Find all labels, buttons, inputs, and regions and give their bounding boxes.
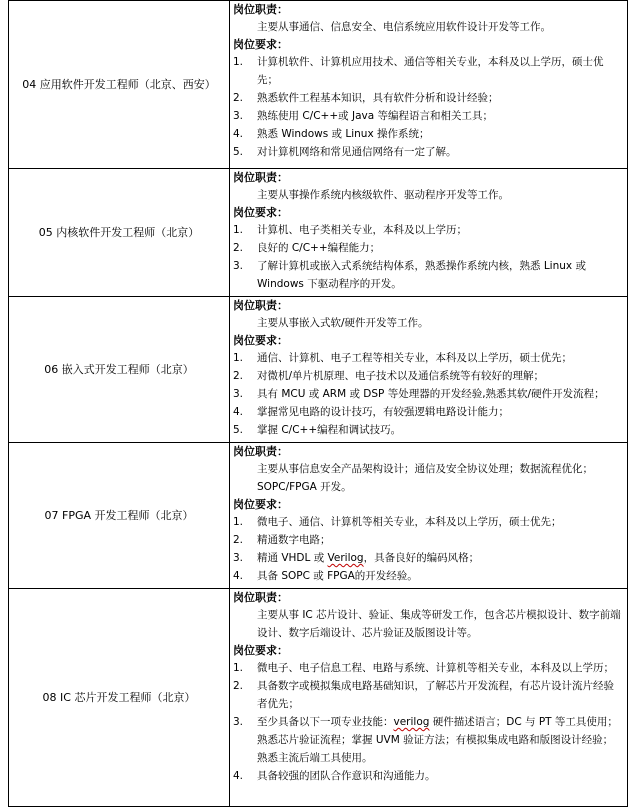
requirement-text: 具备 SOPC 或 FPGA的开发经验。 [257, 570, 418, 582]
requirement-number: 4. [233, 570, 244, 582]
requirement-text: 微电子、电子信息工程、电路与系统、计算机等相关专业，本科及以上学历； [257, 662, 614, 674]
job-title: 08 IC 芯片开发工程师（北京） [9, 589, 230, 807]
requirement-item [233, 367, 623, 385]
requirement-number: 1. [233, 662, 244, 674]
requirement-item [233, 89, 623, 107]
requirement-item [233, 385, 623, 403]
requirement-number: 5. [233, 424, 244, 436]
requirement-text: 微电子、通信、计算机等相关专业，本科及以上学历，硕士优先； [257, 516, 562, 528]
job-description [230, 1, 628, 169]
requirement-text: 了解计算机或嵌入式系统结构体系，熟悉操作系统内核，熟悉 Linux 或 Windows 下驱动程序的开发。 [257, 260, 586, 290]
requirement-text: 精通数字电路； [257, 534, 331, 546]
requirements-header: 岗位要求： [233, 644, 288, 657]
duty-text: 主要从事 IC 芯片设计、验证、集成等研发工作，包含芯片模拟设计、数字前端设计、数字后端设计、芯片验证及版图设计等。 [257, 609, 621, 639]
duty-text: 主要从事操作系统内核级软件、驱动程序开发等工作。 [257, 189, 509, 201]
requirement-text-part: 硬件描述语言；DC 与 PT 等工具使用；熟悉芯片验证流程；掌握 UVM 验证方法；有模拟集成电路和版图设计经验；熟悉主流后端工具使用。 [257, 716, 618, 764]
requirement-number: 4. [233, 770, 244, 782]
requirement-number: 2. [233, 242, 244, 254]
duty-text: 主要从事通信、信息安全、电信系统应用软件设计开发等工作。 [257, 21, 551, 33]
table-row [9, 297, 628, 443]
requirement-text [257, 549, 623, 567]
requirement-text-part: 至少具备以下一项专业技能： [257, 716, 394, 728]
requirement-number: 1. [233, 352, 244, 364]
duty-header: 岗位职责： [233, 591, 288, 604]
requirement-item [233, 421, 623, 439]
duty-header: 岗位职责： [233, 171, 288, 184]
requirement-item [233, 221, 623, 239]
requirement-item [233, 107, 623, 125]
job-description [230, 297, 628, 443]
spellcheck-flagged-word: Verilog [327, 552, 364, 564]
table-row [9, 443, 628, 589]
job-title: 07 FPGA 开发工程师（北京） [9, 443, 230, 589]
requirement-text: 具备数字或模拟集成电路基础知识，了解芯片开发流程，有芯片设计流片经验者优先； [257, 680, 614, 710]
requirement-item [233, 567, 623, 585]
requirement-text [257, 713, 623, 767]
job-title: 05 内核软件开发工程师（北京） [9, 169, 230, 297]
requirement-text: 对微机/单片机原理、电子技术以及通信系统等有较好的理解； [257, 370, 545, 382]
table-row [9, 1, 628, 169]
requirements-header: 岗位要求： [233, 334, 288, 347]
requirement-item [233, 659, 623, 677]
requirement-text: 掌握常见电路的设计技巧，有较强逻辑电路设计能力； [257, 406, 509, 418]
requirement-number: 3. [233, 716, 244, 728]
job-title: 04 应用软件开发工程师（北京、西安） [9, 1, 230, 169]
requirement-text: 具备较强的团队合作意识和沟通能力。 [257, 770, 436, 782]
job-table [8, 0, 628, 807]
requirement-item [233, 767, 623, 785]
requirement-text: 对计算机网络和常见通信网络有一定了解。 [257, 146, 457, 158]
requirement-number: 3. [233, 388, 244, 400]
job-description [230, 169, 628, 297]
requirement-item [233, 403, 623, 421]
job-description [230, 589, 628, 807]
requirement-item [233, 257, 623, 293]
requirement-text: 计算机软件、计算机应用技术、通信等相关专业，本科及以上学历，硕士优先； [257, 56, 604, 86]
duty-header: 岗位职责： [233, 445, 288, 458]
requirement-item [233, 677, 623, 713]
requirement-number: 5. [233, 146, 244, 158]
requirement-number: 2. [233, 92, 244, 104]
spellcheck-flagged-word: verilog [393, 716, 430, 728]
requirements-header: 岗位要求： [233, 498, 288, 511]
requirement-number: 4. [233, 406, 244, 418]
requirement-text: 熟练使用 C/C++或 Java 等编程语言和相关工具； [257, 110, 493, 122]
duty-header: 岗位职责： [233, 299, 288, 312]
duty-text: 主要从事嵌入式软/硬件开发等工作。 [257, 317, 429, 329]
job-title: 06 嵌入式开发工程师（北京） [9, 297, 230, 443]
requirement-text: 计算机、电子类相关专业，本科及以上学历； [257, 224, 467, 236]
requirement-number: 2. [233, 370, 244, 382]
requirement-number: 1. [233, 224, 244, 236]
requirement-number: 1. [233, 56, 244, 68]
requirement-item [233, 713, 623, 767]
requirement-item [233, 349, 623, 367]
requirement-item [233, 549, 623, 567]
requirement-number: 3. [233, 260, 244, 272]
table-row [9, 589, 628, 807]
requirement-number: 3. [233, 110, 244, 122]
requirement-text: 熟悉 Windows 或 Linux 操作系统； [257, 128, 430, 140]
requirement-text: 良好的 C/C++编程能力； [257, 242, 381, 254]
requirements-header: 岗位要求： [233, 206, 288, 219]
requirement-number: 1. [233, 516, 244, 528]
requirement-item [233, 143, 623, 161]
requirement-number: 3. [233, 552, 244, 564]
requirement-number: 2. [233, 534, 244, 546]
requirement-item [233, 53, 623, 89]
requirement-text-part: ，具备良好的编码风格； [363, 552, 480, 564]
job-description [230, 443, 628, 589]
table-row [9, 169, 628, 297]
duty-text: 主要从事信息安全产品架构设计；通信及安全协议处理；数据流程优化；SOPC/FPGA 开发。 [257, 463, 593, 493]
requirement-text: 熟悉软件工程基本知识，具有软件分析和设计经验； [257, 92, 499, 104]
requirement-text: 掌握 C/C++编程和调试技巧。 [257, 424, 402, 436]
requirement-item [233, 531, 623, 549]
requirements-header: 岗位要求： [233, 38, 288, 51]
requirement-text: 通信、计算机、电子工程等相关专业，本科及以上学历，硕士优先； [257, 352, 572, 364]
requirement-text: 具有 MCU 或 ARM 或 DSP 等处理器的开发经验,熟悉其软/硬件开发流程； [257, 388, 605, 400]
requirement-number: 4. [233, 128, 244, 140]
requirement-item [233, 513, 623, 531]
requirement-item [233, 125, 623, 143]
requirement-number: 2. [233, 680, 244, 692]
duty-header: 岗位职责： [233, 3, 288, 16]
requirement-item [233, 239, 623, 257]
requirement-text-part: 精通 VHDL 或 [257, 552, 328, 564]
